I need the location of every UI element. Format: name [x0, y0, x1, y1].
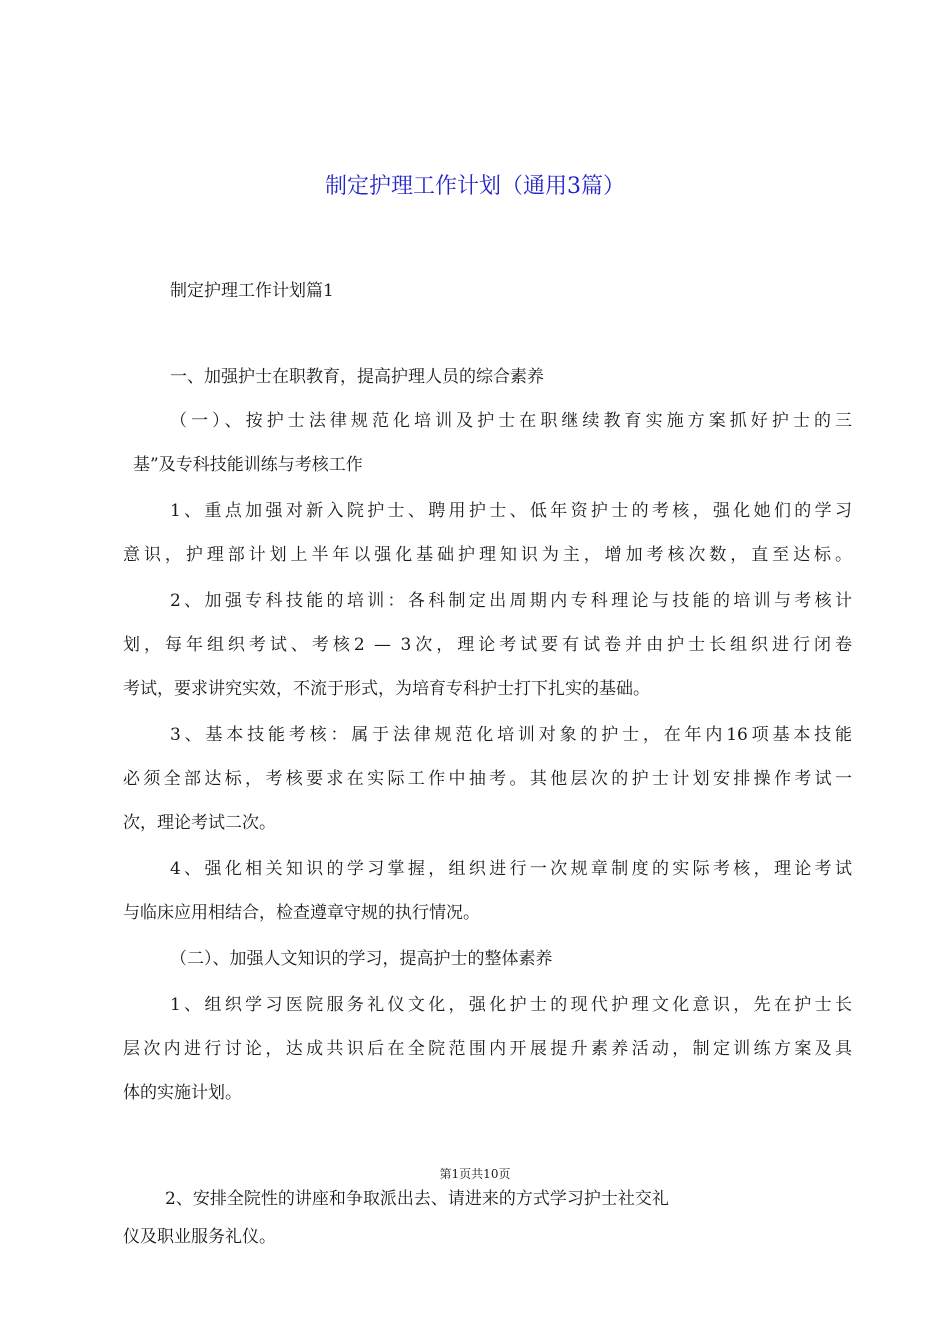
subheading-1-line-2: 基”及专科技能训练与考核工作	[133, 455, 363, 475]
subheading-2: （二）、加强人文知识的学习，提高护士的整体素养	[170, 949, 553, 969]
item-5-line-2: 层次内进行讨论，达成共识后在全院范围内开展提升素养活动，制定训练方案及具	[123, 1039, 852, 1059]
document-title: 制定护理工作计划（通用3篇）	[325, 174, 625, 199]
item-2-line-1: 2、加强专科技能的培训：各科制定出周期内专科理论与技能的培训与考核计	[170, 591, 852, 611]
item-2-line-2: 划，每年组织考试、考核2 — 3次，理论考试要有试卷并由护士长组织进行闭卷	[123, 635, 852, 655]
subheading-1-line-1: （一）、按护士法律规范化培训及护士在职继续教育实施方案抓好护士的三	[170, 411, 852, 431]
page-footer: 第1页共10页	[439, 1167, 511, 1181]
item-3-line-1: 3、基本技能考核：属于法律规范化培训对象的护士，在年内16项基本技能	[170, 725, 852, 745]
section-heading: 制定护理工作计划篇1	[170, 281, 334, 301]
item-2-line-3: 考试，要求讲究实效，不流于形式，为培育专科护士打下扎实的基础。	[123, 679, 650, 699]
item-4-line-2: 与临床应用相结合，检查遵章守规的执行情况。	[123, 903, 480, 923]
item-3-line-2: 必须全部达标，考核要求在实际工作中抽考。其他层次的护士计划安排操作考试一	[123, 769, 852, 789]
item-3-line-3: 次，理论考试二次。	[123, 813, 276, 833]
item-5-line-3: 体的实施计划。	[123, 1083, 242, 1103]
next-page-line-2: 仪及职业服务礼仪。	[123, 1227, 276, 1247]
next-page-line-1: 2、安排全院性的讲座和争取派出去、请进来的方式学习护士社交礼	[165, 1189, 669, 1209]
item-1-line-2: 意识，护理部计划上半年以强化基础护理知识为主，增加考核次数，直至达标。	[123, 545, 852, 565]
item-1-line-1: 1、重点加强对新入院护士、聘用护士、低年资护士的考核，强化她们的学习	[170, 501, 852, 521]
heading-level-1: 一、加强护士在职教育，提高护理人员的综合素养	[170, 367, 544, 387]
item-5-line-1: 1、组织学习医院服务礼仪文化，强化护士的现代护理文化意识，先在护士长	[170, 995, 852, 1015]
item-4-line-1: 4、强化相关知识的学习掌握，组织进行一次规章制度的实际考核，理论考试	[170, 859, 852, 879]
